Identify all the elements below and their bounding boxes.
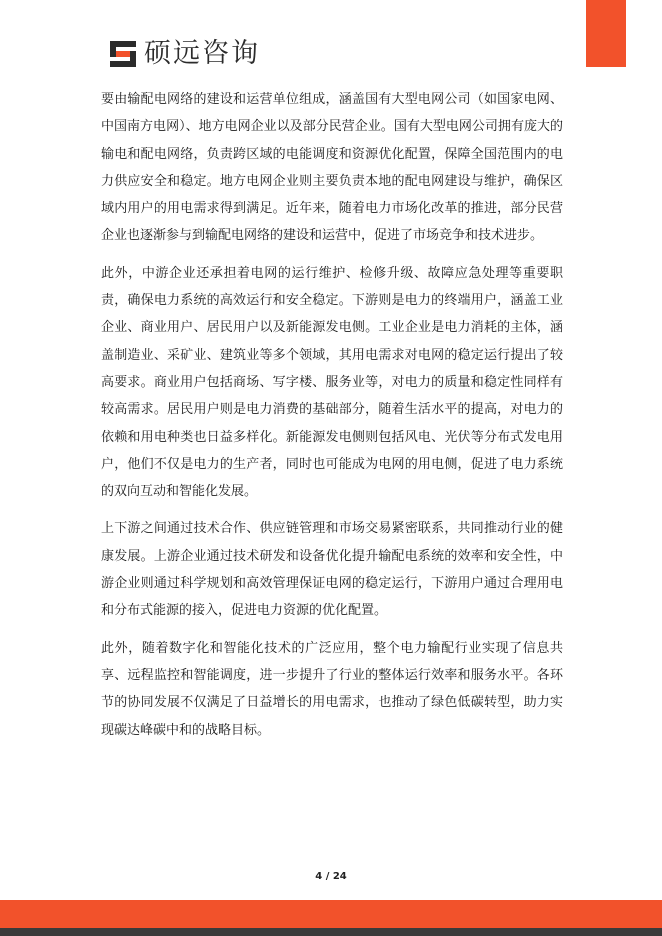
document-body [101,86,563,754]
footer-dark-strip [0,928,662,936]
paragraph: 此外，中游企业还承担着电网的运行维护、检修升级、故障应急处理等重要职责，确保电力系统的高效运行和安全稳定。下游则是电力的终端用户，涵盖工业企业、商业用户、居民用户以及新能源发电侧。工业企业是电力消耗的主体，涵盖制造业、采矿业、建筑业等多个领域，其用电需求对电网的稳定运行提出了较高要求。商业用户包括商场、写字楼、服务业等，对电力的质量和稳定性同样有较高需求。居民用户则是电力消费的基础部分，随着生活水平的提高，对电力的依赖和用电种类也日益多样化。新能源发电侧则包括风电、光伏等分布式发电用户，他们不仅是电力的生产者，同时也可能成为电网的用电侧，促进了电力系统的双向互动和智能化发展。 [101,265,563,500]
brand-logo [108,38,260,70]
corner-accent-tab [586,0,626,67]
brand-name: 硕远咨询 [144,38,260,69]
paragraph: 上下游之间通过技术合作、供应链管理和市场交易紧密联系，共同推动行业的健康发展。上游企业通过技术研发和设备优化提升输配电系统的效率和安全性，中游企业则通过科学规划和高效管理保证电网的稳定运行，下游用户通过合理用电和分布式能源的接入，促进电力资源的优化配置。 [101,521,563,619]
brand-s-icon [108,39,138,69]
page-number: 4 / 24 [315,871,347,882]
paragraph: 要由输配电网络的建设和运营单位组成，涵盖国有大型电网公司（如国家电网、中国南方电网）、地方电网企业以及部分民营企业。国有大型电网公司拥有庞大的输电和配电网络，负责跨区域的电能调度和资源优化配置，保障全国范围内的电力供应安全和稳定。地方电网企业则主要负责本地的配电网建设与维护，确保区域内用户的用电需求得到满足。近年来，随着电力市场化改革的推进，部分民营企业也逐渐参与到输配电网络的建设和运营中，促进了市场竞争和技术进步。 [101,92,563,244]
paragraph: 此外，随着数字化和智能化技术的广泛应用，整个电力输配行业实现了信息共享、远程监控和智能调度，进一步提升了行业的整体运行效率和服务水平。各环节的协同发展不仅满足了日益增长的用电需求，也推动了绿色低碳转型，助力实现碳达峰碳中和的战略目标。 [101,640,563,738]
footer-accent-bar [0,900,662,928]
